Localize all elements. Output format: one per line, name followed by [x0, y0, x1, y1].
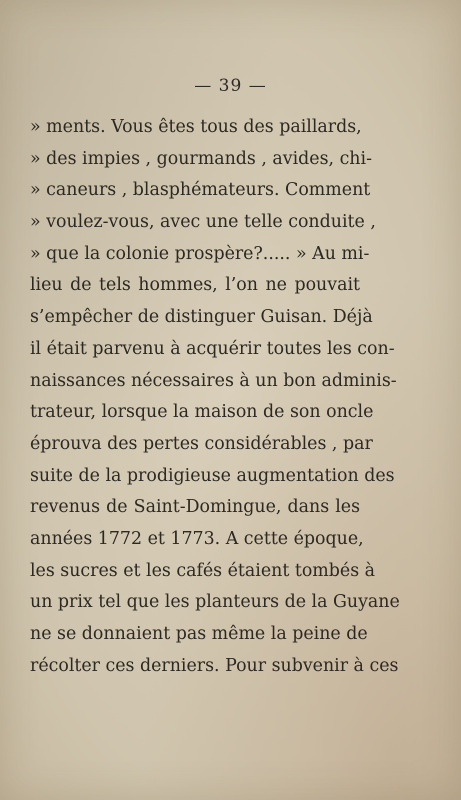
text-line: il était parvenu à acquérir toutes les con- — [30, 338, 395, 359]
text-line: les sucres et les cafés étaient tombés à — [30, 560, 376, 581]
text-line: s’empêcher de distinguer Guisan. Déjà — [30, 307, 373, 328]
text-line: éprouva des pertes considérables , par — [30, 433, 373, 454]
page-number: — 39 — — [194, 76, 267, 96]
text-line: récolter ces derniers. Pour subvenir à ces — [30, 655, 399, 676]
text-line: suite de la prodigieuse augmentation des — [30, 465, 395, 486]
text-line: » ments. Vous êtes tous des paillards, — [30, 117, 362, 137]
text-line: » caneurs , blasphémateurs. Comment — [30, 180, 371, 201]
text-line: un prix tel que les planteurs de la Guyane — [30, 592, 400, 613]
text-line: revenus de Saint-Domingue, dans les — [30, 497, 360, 518]
text-line: naissances nécessaires à un bon adminis- — [30, 370, 397, 391]
text-line: ne se donnaient pas même la peine de — [30, 624, 368, 644]
text-line: années 1772 et 1773. A cette époque, — [30, 528, 364, 549]
text-line: trateur, lorsque la maison de son oncle — [30, 402, 374, 423]
text-line: lieu de tels hommes, l’on ne pouvait — [30, 275, 360, 296]
text-line: » que la colonie prospère?..... » Au mi- — [30, 243, 370, 264]
text-line: » voulez-vous, avec une telle conduite , — [30, 212, 376, 233]
body-text — [30, 112, 400, 682]
text-line: » des impies , gourmands , avides, chi- — [30, 148, 372, 169]
